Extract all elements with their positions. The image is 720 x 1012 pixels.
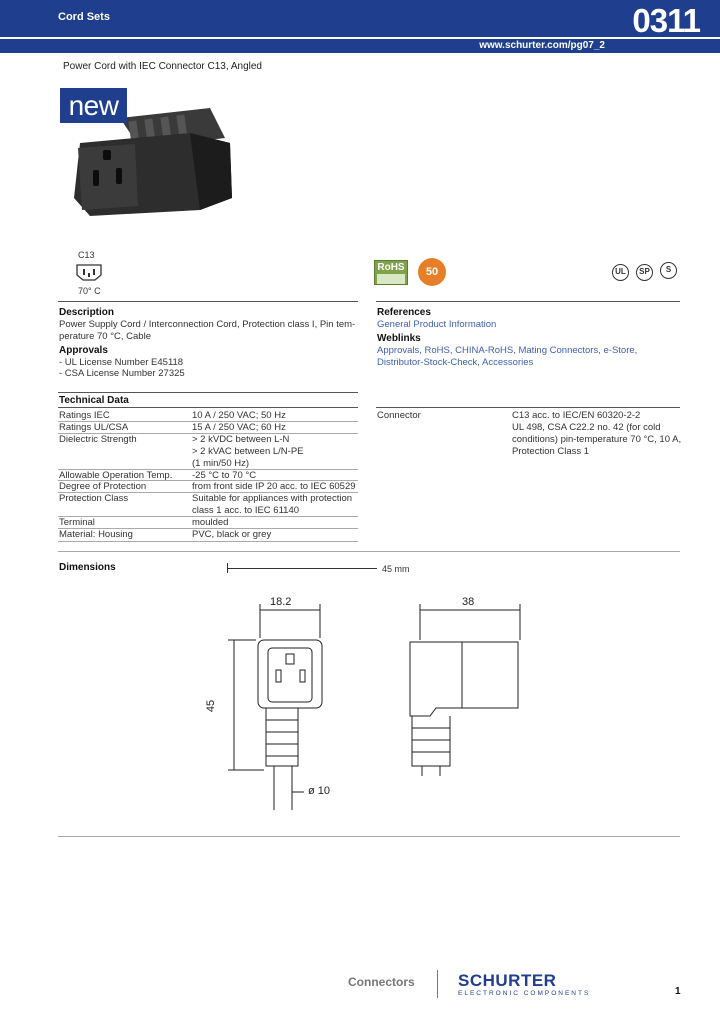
tech-label: Terminal	[59, 517, 95, 529]
row-divider	[58, 516, 358, 517]
schurter-logo-sub: ELECTRONIC COMPONENTS	[458, 990, 591, 997]
csa-icon: SP	[636, 264, 653, 281]
footer-connectors: Connectors	[348, 975, 415, 989]
50-year-icon: 50	[418, 258, 446, 286]
tech-value: > 2 kVDC between L-N	[192, 433, 290, 445]
tech-value: 15 A / 250 VAC; 60 Hz	[192, 421, 286, 433]
divider	[376, 301, 680, 302]
dimensions-heading: Dimensions	[59, 562, 116, 573]
c13-outline-icon	[74, 262, 104, 282]
connector-value: C13 acc. to IEC/EN 60320-2-2	[512, 410, 641, 421]
rohs-label: RoHS	[377, 262, 405, 273]
divider	[58, 551, 680, 552]
tech-label: Allowable Operation Temp.	[59, 469, 173, 481]
tech-label: Dielectric Strength	[59, 433, 137, 445]
s-mark-icon: S	[660, 262, 677, 279]
dim-height: 45	[205, 699, 218, 713]
new-badge: new	[60, 88, 127, 123]
rohs-icon	[374, 260, 408, 285]
tech-value: from front side IP 20 acc. to IEC 60529	[192, 481, 356, 493]
technical-heading: Technical Data	[59, 395, 129, 406]
references-heading: References	[377, 307, 431, 318]
scale-label: 45 mm	[382, 564, 410, 574]
tech-value: 10 A / 250 VAC; 50 Hz	[192, 410, 286, 421]
row-divider	[58, 421, 358, 422]
tech-label: Material: Housing	[59, 529, 133, 540]
divider	[58, 301, 358, 302]
description-line: perature 70 °C, Cable	[59, 331, 151, 342]
dim-cable: ø 10	[308, 785, 331, 797]
tech-value: moulded	[192, 517, 229, 529]
row-divider	[58, 492, 358, 493]
connector-value: conditions) pin-temperature 70 °C, 10 A,	[512, 434, 682, 445]
schurter-logo: SCHURTER	[458, 971, 557, 990]
tech-value: (1 min/50 Hz)	[192, 457, 250, 469]
tech-value: -25 °C to 70 °C	[192, 469, 257, 481]
ul-icon: UL	[612, 264, 629, 281]
footer-separator	[437, 970, 438, 998]
tech-label: Ratings UL/CSA	[59, 421, 129, 433]
description-heading: Description	[59, 307, 115, 318]
divider	[58, 392, 358, 393]
product-number: 0311	[632, 2, 700, 39]
page-title: Power Cord with IEC Connector C13, Angled	[63, 61, 262, 72]
row-divider	[58, 541, 358, 542]
row-divider	[58, 469, 358, 470]
dim-width-front: 18.2	[270, 596, 292, 608]
description-line: Power Supply Cord / Interconnection Cord, Protection class I, Pin tem-	[59, 319, 356, 330]
tech-label: Protection Class	[59, 493, 129, 505]
section-title: Cord Sets	[58, 11, 110, 23]
symbol-name: C13	[78, 250, 95, 260]
approval-line: - UL License Number E45118	[59, 357, 184, 368]
weblinks-line[interactable]: Distributor-Stock-Check, Accessories	[377, 357, 534, 368]
page-number: 1	[675, 986, 681, 997]
tech-label: Ratings IEC	[59, 410, 110, 421]
connector-label: Connector	[377, 410, 421, 421]
connector-value: Protection Class 1	[512, 446, 590, 457]
dim-width-side: 38	[462, 596, 475, 608]
weblinks-line[interactable]: Approvals, RoHS, CHINA-RoHS, Mating Connectors, e-Store,	[377, 345, 638, 356]
row-divider	[58, 528, 358, 529]
tech-value: > 2 kVAC between L/N-PE	[192, 445, 304, 457]
symbol-temp: 70° C	[78, 286, 101, 296]
url-bar	[0, 39, 720, 53]
scale-tick	[227, 563, 228, 573]
dimension-drawing	[200, 590, 540, 820]
row-divider	[58, 433, 358, 434]
tech-label: Degree of Protection	[59, 481, 147, 493]
divider	[58, 836, 680, 837]
tech-value: PVC, black or grey	[192, 529, 272, 540]
approval-line: - CSA License Number 27325	[59, 368, 185, 379]
divider	[376, 407, 680, 408]
tech-value: class 1 acc. to IEC 61140	[192, 505, 300, 517]
tech-value: Suitable for appliances with protection	[192, 493, 353, 505]
weblinks-heading: Weblinks	[377, 333, 421, 344]
divider	[58, 407, 358, 408]
connector-value: UL 498, CSA C22.2 no. 42 (for cold	[512, 422, 661, 433]
general-info-link[interactable]: General Product Information	[377, 319, 497, 330]
row-divider	[58, 480, 358, 481]
approvals-heading: Approvals	[59, 345, 108, 356]
product-url-link[interactable]: www.schurter.com/pg07_2	[479, 40, 605, 51]
scale-bar	[227, 568, 377, 569]
